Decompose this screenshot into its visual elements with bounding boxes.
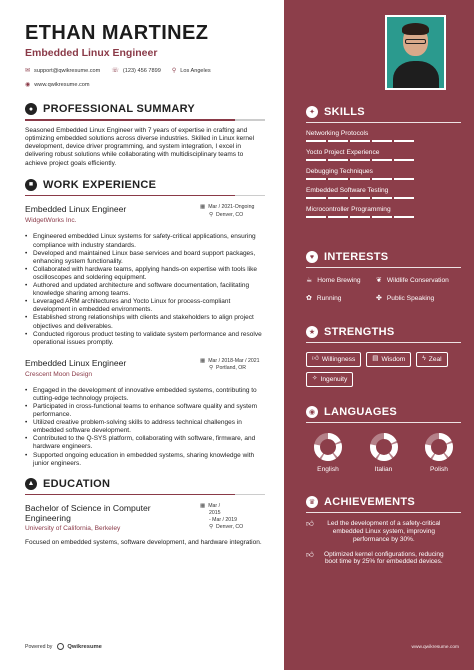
skill-label: Microcontroller Programming [306, 206, 391, 214]
strengths-list [306, 352, 461, 392]
list-item: • Engineered embedded Linux systems for safety-critical applications, ensuring compliance with industry standards. [25, 233, 266, 249]
language-label: Polish [430, 466, 448, 474]
trophy-icon: ★ [306, 326, 318, 338]
list-item: • Participated in cross-functional teams to enhance software quality and system performance. [25, 403, 266, 419]
job-location: Denver, CO [216, 211, 244, 218]
calendar-icon: ▦ [200, 503, 206, 510]
education-meta [200, 503, 266, 531]
skill-level-bar [306, 216, 414, 218]
skills-section [306, 106, 461, 218]
section-divider [306, 512, 461, 513]
language-item [306, 432, 350, 473]
calendar-icon: ▦ [200, 357, 206, 364]
thumbs-up-icon: 👍︎ [306, 519, 314, 529]
interest-item [306, 295, 376, 303]
job-title: Embedded Linux Engineer [25, 357, 127, 368]
skills-title: SKILLS [324, 106, 365, 118]
list-item: • Contributed to the Q-SYS platform, collaborating with software, firmware, and hardware engineers. [25, 435, 266, 451]
job-meta [200, 204, 266, 219]
language-item [362, 432, 406, 473]
candidate-title: Embedded Linux Engineer [25, 47, 158, 59]
lightbulb-icon: ✦ [306, 106, 318, 118]
education-heading [25, 478, 266, 490]
achievement-text: Optimized kernel configurations, reducing boot time by 25% for embedded devices. [324, 550, 444, 566]
education-title: EDUCATION [43, 477, 111, 490]
contact-location [172, 68, 211, 74]
job-dates: Mar / 2018-Mar / 2021 [208, 357, 260, 364]
skill-level-bar [306, 178, 414, 180]
skill-item [306, 168, 461, 180]
qwikresume-logo-icon [57, 643, 64, 650]
skill-item [306, 206, 461, 218]
list-item: • Supported ongoing education in embedded systems, sharing knowledge with junior engineers. [25, 452, 266, 468]
contact-website[interactable] [25, 82, 266, 88]
edu-date-2: 2015 [209, 510, 221, 517]
thumbs-up-icon: 👍︎ [306, 549, 314, 559]
job-bullets [25, 387, 266, 468]
skill-level-bar [306, 140, 414, 142]
lightbulb-icon: ✧ [312, 375, 318, 383]
language-level-ring [369, 432, 399, 462]
degree-line-2: Engineering [25, 513, 71, 524]
interest-label: Wildlife Conservation [386, 277, 449, 285]
education-entry [25, 503, 266, 547]
skill-item [306, 130, 461, 142]
strength-label: Wisdom [381, 356, 406, 364]
language-label: Italian [374, 466, 393, 474]
phone-icon: ☏ [111, 68, 119, 74]
achievement-item [306, 551, 456, 567]
website-text: www.qwikresume.com [34, 82, 90, 88]
strength-tag [306, 372, 353, 387]
section-divider [306, 342, 461, 343]
skill-level-bar [306, 159, 414, 161]
language-level-ring [424, 432, 454, 462]
section-divider [306, 122, 461, 123]
footer-powered-by [25, 643, 102, 650]
contact-phone[interactable] [111, 68, 160, 74]
paw-icon: ✿ [306, 294, 312, 302]
location-text: Los Angeles [180, 68, 211, 74]
calendar-icon: ▦ [200, 204, 206, 211]
list-item: • Collaborated with hardware teams, applying hands-on expertise with tools like oscilloscopes and soldering equipment. [25, 266, 266, 282]
strength-label: Zeal [428, 356, 442, 364]
job-entry [25, 358, 266, 468]
strength-tag [416, 352, 447, 367]
job-title: Embedded Linux Engineer [25, 204, 127, 215]
strength-label: Ingenuity [320, 376, 348, 384]
skill-level-bar [306, 197, 414, 199]
job-dates: Mar / 2021-Ongoing [208, 204, 255, 211]
book-icon: ▤ [372, 355, 379, 363]
interest-label: Running [316, 294, 342, 302]
achievements-title: ACHIEVEMENTS [324, 496, 415, 508]
job-company: Crescent Moon Design [25, 370, 93, 378]
map-pin-icon: ⚲ [209, 524, 214, 531]
achievement-text: Led the development of a safety-critical embedded Linux system, improving performance by 30%. [327, 520, 441, 543]
strength-tag [306, 352, 361, 367]
languages-section [306, 406, 461, 473]
language-item [417, 432, 461, 473]
list-item: • Authored and updated architecture and software documentation, facilitating knowledge sharing among teams. [25, 282, 266, 298]
list-item: • Developed and maintained Linux base services and board support packages, enhancing system functionality. [25, 250, 266, 266]
map-pin-icon: ⚲ [171, 68, 177, 74]
edu-location: Denver, CO [216, 524, 244, 531]
strengths-section [306, 326, 461, 392]
job-company: WidgetWorks Inc. [25, 217, 77, 225]
skill-label: Debugging Techniques [306, 168, 373, 176]
beer-mug-icon: ☕ [306, 277, 313, 285]
interests-section [306, 251, 461, 302]
globe-icon: ◉ [306, 406, 318, 418]
thumbs-up-icon: 👍︎ [312, 355, 319, 363]
bolt-icon: ϟ [422, 355, 426, 363]
skill-label: Embedded Software Testing [306, 187, 389, 195]
powered-by-text: Powered by [25, 643, 53, 650]
summary-text: Seasoned Embedded Linux Engineer with 7 years of expertise in crafting and optimizing embedded solutions across diverse industries. Skilled in Linux kernel development, device driver programming, and system integration, I excel in delivering robust solutions while collaborating with multidisciplinary teams to achieve project goals efficiently. [25, 126, 255, 167]
skill-item [306, 187, 461, 199]
language-level-ring [313, 432, 343, 462]
graduation-cap-icon: ▲ [25, 478, 37, 490]
phone-text: (123) 456 7899 [122, 68, 161, 74]
handshake-icon: ✤ [376, 294, 382, 302]
skill-item [306, 149, 461, 161]
envelope-icon: ✉ [25, 68, 31, 74]
contact-email[interactable] [25, 68, 100, 74]
trophy-icon: ♛ [306, 496, 318, 508]
globe-icon: ◉ [25, 82, 31, 88]
contact-row [25, 68, 266, 74]
edu-date-1: Mar / [208, 503, 221, 510]
job-bullets [25, 233, 266, 346]
sidebar [284, 0, 474, 670]
candidate-name: ETHAN MARTINEZ [25, 22, 209, 44]
achievements-section [306, 496, 461, 566]
heart-icon: ♥ [306, 251, 318, 263]
section-divider [25, 119, 265, 121]
email-text: support@qwikresume.com [34, 68, 101, 74]
skills-list [306, 130, 461, 218]
interest-item [376, 295, 461, 303]
list-item: • Engaged in the development of innovative embedded systems, contributing to cutting-edge technology projects. [25, 387, 266, 403]
brand-name[interactable]: Qwikresume [67, 643, 102, 650]
strengths-title: STRENGTHS [324, 326, 395, 338]
job-location: Portland, OR [216, 365, 247, 372]
experience-title: WORK EXPERIENCE [43, 178, 157, 191]
edu-date-3: - Mar / 2019 [209, 517, 237, 524]
list-item: • Utilized creative problem-solving skills to address technical challenges in embedded software development. [25, 419, 266, 435]
list-item: • Leveraged ARM architectures and Yocto Linux for process-compliant development in embedded environments. [25, 298, 266, 314]
interest-label: Home Brewing [317, 277, 361, 285]
summary-title: PROFESSIONAL SUMMARY [43, 103, 196, 115]
strength-tag [366, 352, 411, 367]
job-meta [200, 358, 266, 373]
interests-list [306, 277, 461, 302]
strength-label: Willingness [321, 356, 356, 364]
list-item: • Conducted rigorous product testing to validate system performance and resolve operational issues promptly. [25, 331, 266, 347]
school-name: University of California, Berkeley [25, 525, 121, 533]
profile-photo [385, 15, 446, 90]
map-pin-icon: ⚲ [209, 365, 214, 372]
interest-item [306, 277, 376, 285]
interests-title: INTERESTS [324, 251, 389, 263]
language-label: English [317, 466, 339, 474]
section-divider [306, 267, 461, 268]
footer-website[interactable]: www.qwikresume.com [411, 645, 459, 650]
interest-label: Public Speaking [386, 294, 435, 302]
skill-label: Networking Protocols [306, 130, 369, 138]
languages-title: LANGUAGES [324, 406, 397, 418]
section-divider [25, 494, 265, 496]
job-entry [25, 204, 266, 346]
briefcase-icon: ■ [25, 179, 37, 191]
skill-label: Yocto Project Experience [306, 149, 380, 157]
summary-heading [25, 103, 266, 115]
education-text: Focused on embedded systems, software development, and hardware integration. [25, 539, 262, 547]
section-divider [306, 422, 461, 423]
section-divider [25, 195, 265, 197]
leaf-icon: ❦ [376, 277, 382, 285]
degree-line-1: Bachelor of Science in Computer [25, 503, 151, 514]
interest-item [376, 277, 461, 285]
languages-list [306, 432, 461, 473]
experience-heading [25, 179, 266, 191]
user-icon: ● [25, 103, 37, 115]
achievement-item [306, 520, 456, 543]
list-item: • Established strong relationships with clients and stakeholders to align project objectives and deliverables. [25, 314, 266, 330]
map-pin-icon: ⚲ [209, 211, 214, 218]
